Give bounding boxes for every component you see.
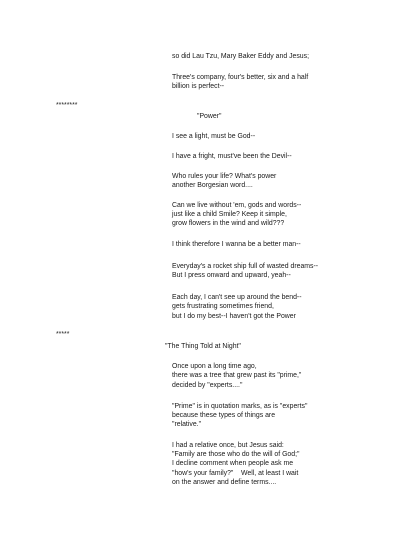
poem-line: there was a tree that grew past its "prime,"	[172, 372, 302, 379]
poem-line: Who rules your life? What's power	[172, 173, 277, 180]
poem-line: "Family are those who do the will of God;"	[172, 451, 300, 458]
poem-line: "Prime" is in quotation marks, as is "experts"	[172, 403, 308, 410]
poem-line: But I press onward and upward, yeah--	[172, 272, 291, 279]
poem-line: billion is perfect--	[172, 83, 225, 90]
poem-line: Three's company, four's better, six and a half	[172, 74, 309, 81]
poem-line: so did Lau Tzu, Mary Baker Eddy and Jesus;	[172, 53, 309, 60]
poem-line: another Borgesian word....	[172, 182, 253, 189]
poem-line: decided by "experts...."	[172, 382, 243, 389]
section-separator: ********	[56, 102, 78, 109]
poem-line: because these types of things are	[172, 412, 276, 419]
poem-line: I see a light, must be God--	[172, 133, 256, 140]
poem-line: "relative."	[172, 421, 202, 428]
poem-line: on the answer and define terms....	[172, 479, 277, 486]
poem-line: just like a child Smile? Keep it simple,	[172, 211, 287, 218]
poem-title: "The Thing Told at Night"	[165, 343, 241, 350]
poem-line: grow flowers in the wind and wild???	[172, 220, 285, 227]
poem-line: I think therefore I wanna be a better man--	[172, 241, 301, 248]
poem-line: Can we live without 'em, gods and words--	[172, 202, 302, 209]
poem-title: "Power"	[197, 113, 222, 120]
section-separator: *****	[56, 331, 70, 338]
poem-line: gets frustrating sometimes friend,	[172, 303, 274, 310]
poem-line: "how's your family?" Well, at least I wait	[172, 470, 299, 477]
poem-line: I had a relative once, but Jesus said:	[172, 442, 284, 449]
poem-line: Each day, I can't see up around the bend--	[172, 294, 302, 301]
poem-line: Everyday's a rocket ship full of wasted dreams--	[172, 263, 319, 270]
poem-line: Once upon a long time ago,	[172, 363, 257, 370]
poem-line: but I do my best--I haven't got the Power	[172, 313, 296, 320]
poem-line: I decline comment when people ask me	[172, 460, 294, 467]
poem-line: I have a fright, must've been the Devil--	[172, 153, 292, 160]
